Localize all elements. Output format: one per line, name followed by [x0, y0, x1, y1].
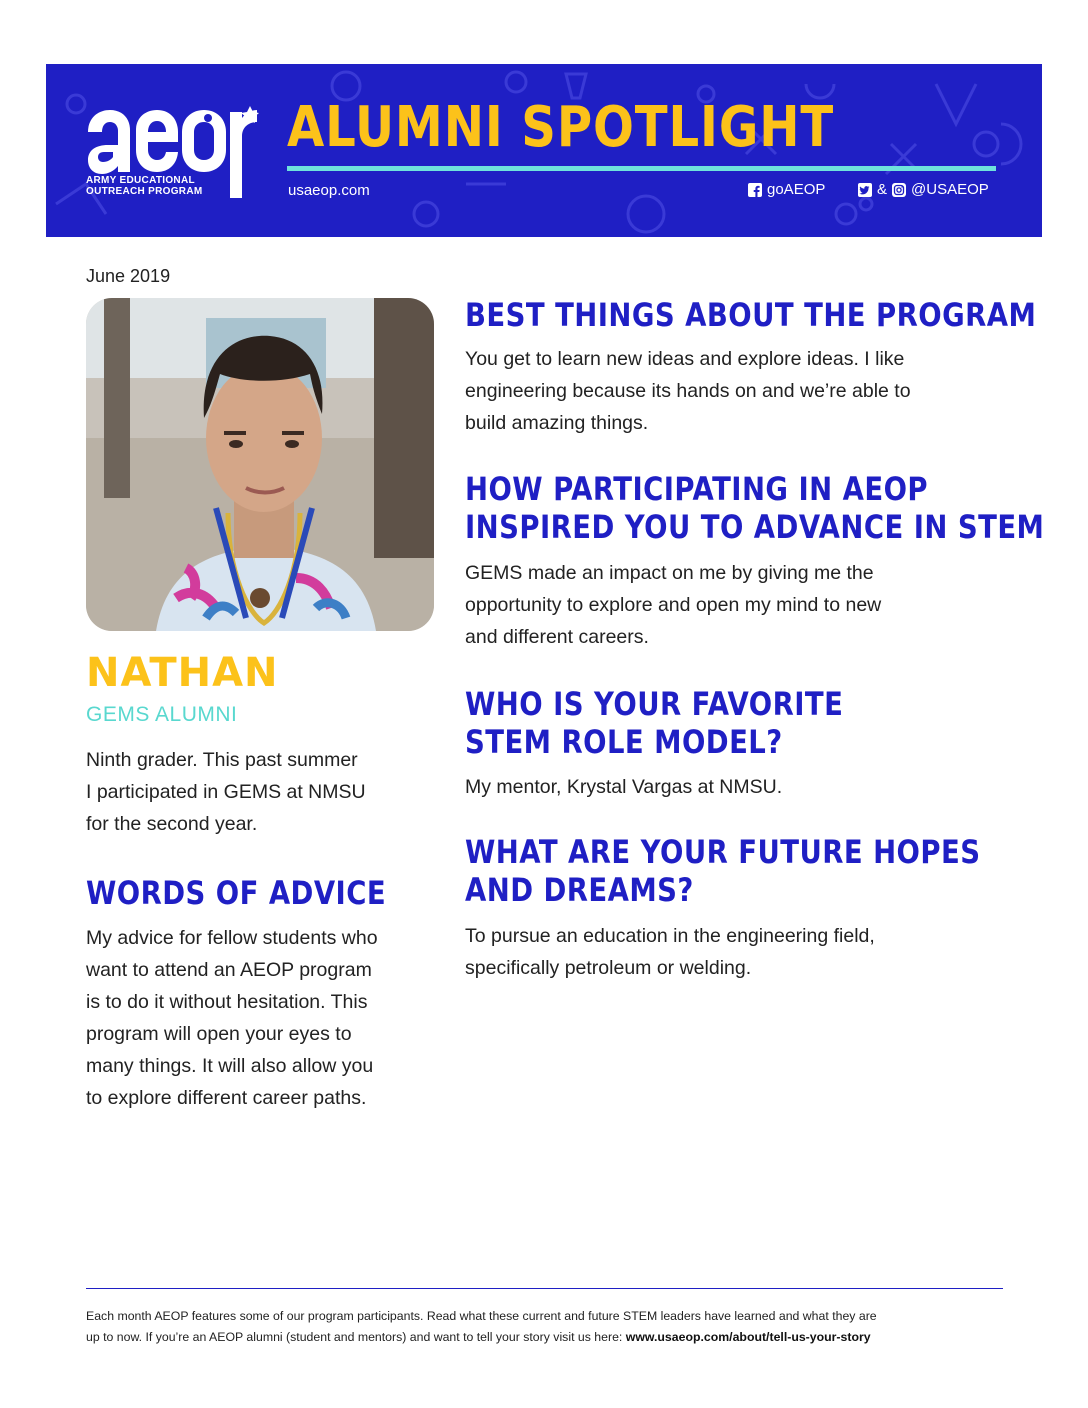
profile-photo: [86, 298, 434, 631]
website-link[interactable]: usaeop.com: [288, 182, 370, 199]
logo-subtitle: ARMY EDUCATIONAL OUTREACH PROGRAM: [86, 175, 203, 197]
role-model-heading: WHO IS YOUR FAVORITE STEM ROLE MODEL?: [465, 685, 844, 761]
twitter-instagram-handle: @USAEOP: [911, 181, 989, 198]
alumni-name: NATHAN: [86, 650, 279, 696]
alumni-program: GEMS ALUMNI: [86, 703, 238, 726]
future-hopes-text: To pursue an education in the engineering field, specifically petroleum or welding.: [465, 925, 875, 979]
footer-note: Each month AEOP features some of our program participants. Read what these current and future STEM leaders have learned and what they are up to now. If you’re an AEOP alumni (student and mentors) and want to tell your story visit us here: www.usaeop.com/about/tell-us-your-story: [86, 1309, 877, 1344]
best-things-heading: BEST THINGS ABOUT THE PROGRAM: [465, 296, 1037, 334]
twitter-instagram-link[interactable]: [858, 181, 989, 198]
instagram-icon: [892, 183, 906, 197]
future-hopes-heading: WHAT ARE YOUR FUTURE HOPES AND DREAMS?: [465, 833, 981, 909]
facebook-link[interactable]: [748, 181, 825, 198]
social-ampersand: &: [877, 181, 888, 198]
footer-divider: [86, 1288, 1003, 1289]
issue-date: June 2019: [86, 266, 171, 286]
advice-text: My advice for fellow students who want to attend an AEOP program is to do it without hesitation. This program will open your eyes to many things. It will also allow you to explore different career paths.: [86, 927, 378, 1109]
role-model-text: My mentor, Krystal Vargas at NMSU.: [465, 776, 783, 798]
facebook-handle: goAEOP: [767, 181, 826, 198]
best-things-text: You get to learn new ideas and explore ideas. I like engineering because its hands on and we’re able to build amazing things.: [465, 348, 911, 434]
story-link[interactable]: www.usaeop.com/about/tell-us-your-story: [625, 1330, 871, 1344]
alumni-bio: Ninth grader. This past summer I participated in GEMS at NMSU for the second year.: [86, 749, 366, 835]
inspiration-heading: HOW PARTICIPATING IN AEOP INSPIRED YOU TO ADVANCE IN STEM: [465, 470, 1045, 546]
banner-title: ALUMNI SPOTLIGHT: [287, 95, 835, 160]
inspiration-text: GEMS made an impact on me by giving me the opportunity to explore and open my mind to new and different careers.: [465, 562, 882, 648]
twitter-icon: [858, 183, 872, 197]
banner-divider: [287, 166, 996, 171]
facebook-icon: [748, 183, 762, 197]
advice-heading: WORDS OF ADVICE: [86, 874, 387, 912]
